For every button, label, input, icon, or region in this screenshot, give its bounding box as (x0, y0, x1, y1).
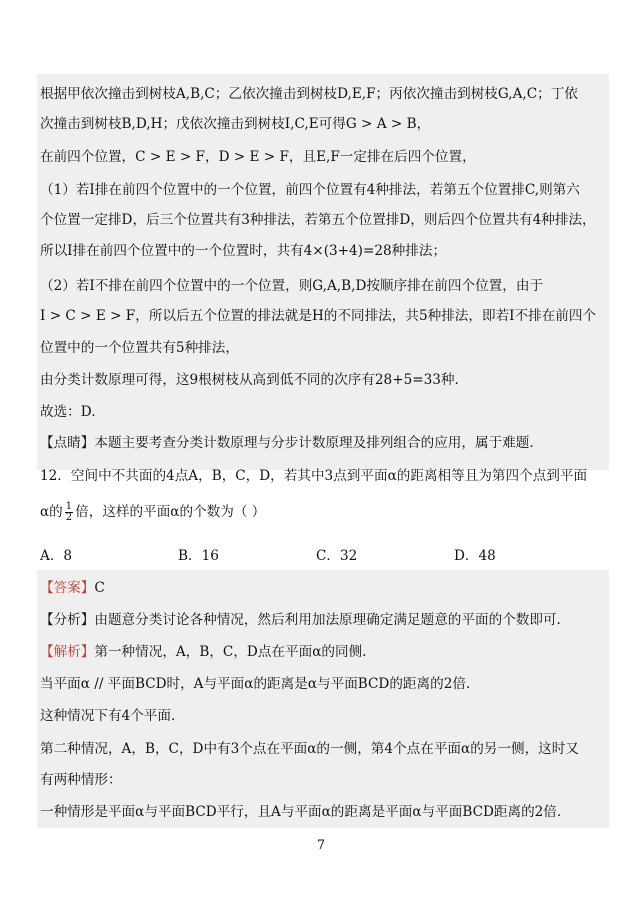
text-line: 故选：D. (40, 404, 96, 420)
option-c: C．32 (316, 548, 358, 564)
solution-line (40, 642, 610, 662)
option-b: B．16 (178, 548, 219, 564)
analysis-text: 由题意分类讨论各种情况，然后利用加法原理确定满足题意的平面的个数即可. (94, 612, 561, 628)
dianjing-label: 【点睛】 (40, 435, 95, 451)
question-12-line-1: 12．空间中不共面的4点A，B，C，D，若其中3点到平面α的距离相等且为第四个点到平面 (40, 468, 588, 484)
text-line: 个位置一定排D，后三个位置共有3种排法，若第五个位置排D，则后四个位置共有4种排法， (40, 212, 596, 228)
text-line: 在前四个位置，C > E > F，D > E > F，且E,F一定排在后四个位置， (40, 149, 476, 165)
solution-text-line: 第二种情况，A，B，C，D中有3个点在平面α的一侧，第4个点在平面α的另一侧，这时又 (40, 741, 579, 757)
answer-line (40, 578, 610, 598)
solution-label: 【解析】 (40, 644, 95, 660)
solution-text-line: 这种情况下有4个平面. (40, 708, 176, 724)
text-line: 由分类计数原理可得，这9根树枝从高到低不同的次序有28+5=33种. (40, 372, 459, 388)
analysis-label: 【分析】 (40, 612, 95, 628)
dianjing-text: 本题主要考查分类计数原理与分步计数原理及排列组合的应用，属于难题. (94, 435, 534, 451)
solution-text: 第一种情况，A，B，C，D点在平面α的同侧. (94, 644, 367, 660)
option-d: D．48 (454, 548, 496, 564)
answer-label: 【答案】 (40, 580, 95, 596)
solution-text-line: 一种情形是平面α与平面BCD平行，且A与平面α的距离是平面α与平面BCD距离的2倍. (40, 804, 562, 820)
text-line: （2）若I不排在前四个位置中的一个位置，则G,A,B,D按顺序排在前四个位置，由于 (40, 278, 544, 294)
text-line: I > C > E > F，所以后五个位置的排法就是H的不同排法，共5种排法，即若I不排在前四个 (40, 308, 597, 324)
solution-text-line: 有两种情形： (40, 772, 122, 788)
text-line: 位置中的一个位置共有5种排法， (40, 340, 239, 356)
q12-pre: α的 (40, 504, 63, 520)
analysis-line (40, 610, 610, 630)
answer-value: C (94, 580, 105, 596)
page-number: 7 (316, 838, 326, 853)
option-a: A．8 (40, 548, 73, 564)
text-line: 次撞击到树枝B,D,H；戊依次撞击到树枝I,C,E可得G > A > B， (40, 116, 431, 132)
text-line: 所以I排在前四个位置中的一个位置时，共有4×(3+4)=28种排法； (40, 243, 447, 259)
q12-post: 倍，这样的平面α的个数为（ ） (75, 504, 266, 520)
fraction-one-half: $\frac{1}{2}$ (65, 501, 73, 523)
question-12-line-2 (40, 500, 610, 524)
dianjing-line (40, 433, 610, 453)
text-line: 根据甲依次撞击到树枝A,B,C；乙依次撞击到树枝D,E,F；丙依次撞击到树枝G,A,C；丁依 (40, 86, 578, 102)
text-line: （1）若I排在前四个位置中的一个位置，前四个位置有4种排法，若第五个位置排C,则第六 (40, 182, 580, 198)
solution-text-line: 当平面α // 平面BCD时，A与平面α的距离是α与平面BCD的距离的2倍. (40, 676, 471, 692)
